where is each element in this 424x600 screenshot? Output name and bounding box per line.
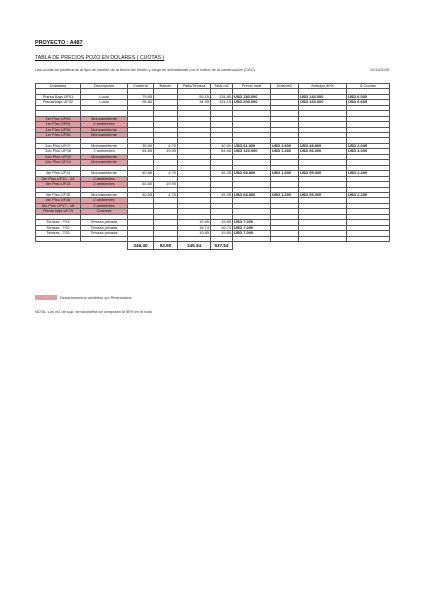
table-cell: 64.65 (128, 182, 154, 187)
table-cell: 1er Piso UF06 (36, 133, 81, 138)
page-title: PROYECTO : A487 (35, 40, 83, 46)
table-cell: 19.85 (178, 220, 211, 225)
table-cell: 40.65 (128, 192, 154, 197)
table-cell: 40.50 (211, 143, 233, 148)
table-cell: 1er Piso UF03 (36, 116, 81, 121)
table-cell: Local (81, 100, 128, 105)
col-header: Patio/Terraza (178, 84, 211, 89)
totals-row (36, 242, 390, 250)
table-cell: Monoambiente (81, 160, 128, 165)
table-cell: Terraza privada (81, 220, 128, 225)
table-cell: USD 48.800 (299, 143, 347, 148)
table-cell: USD 120.000 (233, 149, 271, 154)
col-header: Balcón (154, 84, 178, 89)
table-cell: USD 180.000 (233, 94, 271, 99)
col-header: Cubierta (128, 84, 154, 89)
table-cell: USD 4.000 (347, 149, 390, 154)
table-cell: USD 1.600 (271, 171, 299, 176)
document-date: 11/11/2025 (370, 67, 389, 72)
total-balcon: 53.90 (154, 242, 178, 250)
table-cell: 3er Piso UF12 - 14 (36, 176, 81, 181)
table-cell: 4.70 (154, 192, 178, 197)
table-cell: 4to Piso UF16 (36, 198, 81, 203)
table-cell: Cochera (81, 209, 128, 214)
price-table (35, 83, 390, 250)
table-cell: 19.90 (154, 182, 178, 187)
table-cell: Local (81, 94, 128, 99)
table-cell: USD 1.400 (271, 149, 299, 154)
table-cell: 2 ambientes (81, 149, 128, 154)
table-cell: USD 6.665 (347, 100, 390, 105)
table-cell: 2do Piso UF09 (36, 154, 81, 159)
col-header: Total m2 (211, 84, 233, 89)
table-cell: USD 96.000 (299, 149, 347, 154)
table-cell: Terraza - T01 (36, 220, 81, 225)
table-cell: USD 61.000 (233, 143, 271, 148)
table-cell: 1er Piso UF05 (36, 127, 81, 132)
table-cell: 3er Piso UF13 (36, 182, 81, 187)
table-cell: 40.65 (128, 171, 154, 176)
table-cell: Monoambiente (81, 127, 128, 132)
table-cell: 19.85 (211, 220, 233, 225)
total-patio: 145.34 (178, 242, 211, 250)
table-cell: 134.80 (211, 94, 233, 99)
table-cell: USD 2.290 (347, 171, 390, 176)
table-cell: USD 200.000 (233, 100, 271, 105)
table-cell: Monoambiente (81, 171, 128, 176)
table-cell: 96.80 (128, 100, 154, 105)
table-cell: 45.35 (211, 192, 233, 197)
table-cell: USD 1.600 (271, 143, 299, 148)
col-header: 6 Cuotas (347, 84, 390, 89)
table-cell: 4.70 (154, 171, 178, 176)
table-cell: Planta baja UF02 (36, 100, 81, 105)
table-cell: USD 144.000 (299, 94, 347, 99)
table-cell: 64.65 (128, 149, 154, 154)
table-cell: Planta Baja UF01 (36, 94, 81, 99)
table-cell: 131.15 (211, 100, 233, 105)
table-cell: 16.74 (178, 225, 211, 230)
legend-label: Departamentos vendidos y/o Reservados (60, 295, 132, 300)
table-cell: 2 ambientes (81, 198, 128, 203)
table-cell: 79.65 (128, 94, 154, 99)
table-cell: USD 160.000 (299, 100, 347, 105)
table-cell: Terraza privada (81, 231, 128, 236)
table-cell: 2 ambientes (81, 182, 128, 187)
table-cell: USD 2.290 (347, 192, 390, 197)
table-cell: USD 7.000 (233, 231, 271, 236)
table-cell: 19.85 (211, 231, 233, 236)
table-body (36, 89, 390, 242)
table-cell: Terraza - T03 (36, 231, 81, 236)
exchange-note: Las cuotas se pesificaran al tipo de cambio de la fecha del boleto y luego se actualizaran por el indice de la construcción (CAC) (35, 67, 255, 72)
col-header: Precio total (233, 84, 271, 89)
table-cell: USD 7.000 (233, 220, 271, 225)
table-cell: USD 1.600 (271, 192, 299, 197)
table-cell: Monoambiente (81, 116, 128, 121)
table-cell: USD 7.000 (233, 225, 271, 230)
table-cell: 1er Piso UF04 (36, 122, 81, 127)
table-cell: Monoambiente (81, 133, 128, 138)
table-cell: USD 68.800 (233, 171, 271, 176)
table-cell: 3er Piso UF11 (36, 171, 81, 176)
table-cell: 2 ambientes (81, 176, 128, 181)
total-m2: 537.54 (211, 242, 233, 250)
price-table-subtitle: TABLA DE PRECIOS POZO EN DOLARES ( CUOTAS ) (35, 55, 165, 61)
table-cell: 16.74 (211, 225, 233, 230)
table-cell: 19.85 (178, 231, 211, 236)
table-cell: 34.35 (178, 100, 211, 105)
table-cell: 2 ambientes (81, 122, 128, 127)
table-cell: USD 2.035 (347, 143, 390, 148)
table-cell: 2do Piso UF07 (36, 143, 81, 148)
table-cell: 5to Piso UF17 - 18 (36, 203, 81, 208)
total-cubierta: 246.40 (128, 242, 154, 250)
table-cell: 19.90 (154, 149, 178, 154)
footnote: NOTA: Los m2 de sup. semicubierta se computan al 50% en el total (35, 309, 152, 314)
legend-swatch (35, 295, 57, 300)
table-cell: USD 6.000 (347, 94, 390, 99)
table-cell: USD 55.000 (299, 192, 347, 197)
col-header: Unidades (36, 84, 81, 89)
table-cell: USD 68.800 (233, 192, 271, 197)
table-cell: 4.70 (154, 143, 178, 148)
table-cell: Planta baja UF19 (36, 209, 81, 214)
col-header: Dólar/m2 (271, 84, 299, 89)
table-cell: Terraza privada (81, 225, 128, 230)
table-cell: Monoambiente (81, 192, 128, 197)
table-cell: 84.55 (211, 149, 233, 154)
table-cell: USD 55.000 (299, 171, 347, 176)
table-cell: 35.80 (128, 143, 154, 148)
col-header: Anticipo 80% (299, 84, 347, 89)
table-cell: 4to Piso UF15 (36, 192, 81, 197)
table-cell: Monoambiente (81, 154, 128, 159)
table-cell: 45.35 (211, 171, 233, 176)
table-cell: 2do Piso UF10 (36, 160, 81, 165)
table-cell: 2do Piso UF08 (36, 149, 81, 154)
table-cell: 2 ambientes (81, 203, 128, 208)
table-cell: 55.15 (178, 94, 211, 99)
col-header: Descripción (81, 84, 128, 89)
table-cell: Terraza - T02 (36, 225, 81, 230)
table-cell: Monoambiente (81, 143, 128, 148)
